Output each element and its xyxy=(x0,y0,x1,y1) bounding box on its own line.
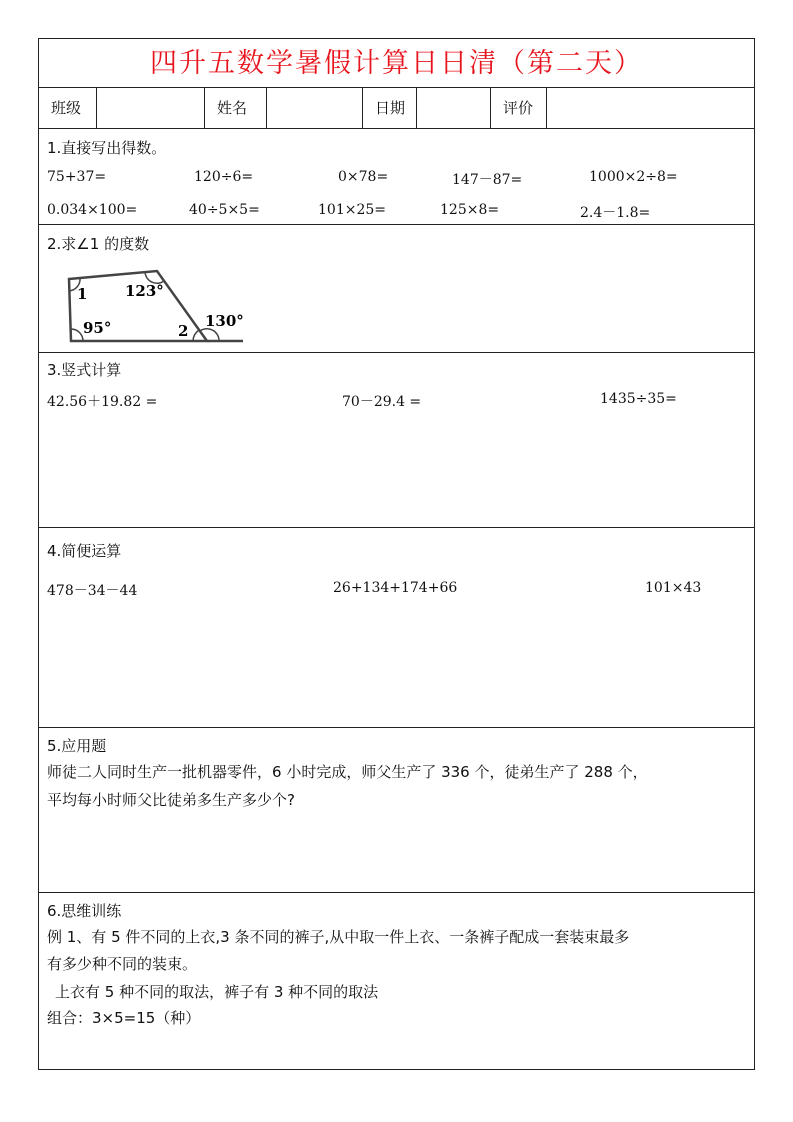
s1-item: 40÷5×5= xyxy=(189,202,260,218)
s6-text-line: 有多少种不同的装束。 xyxy=(47,955,198,973)
angle-arc-95 xyxy=(71,329,83,341)
s1-item: 0×78= xyxy=(338,169,389,185)
section-6 xyxy=(39,893,754,1071)
s6-text-line: 例 1、有 5 件不同的上衣,3 条不同的裤子,从中取一件上衣、一条裤子配成一套装束最多 xyxy=(47,928,630,946)
section-4-heading: 4.简便运算 xyxy=(47,542,122,560)
class-field[interactable] xyxy=(97,88,205,128)
angle-130-label: 130° xyxy=(205,312,244,330)
s6-text-line: 组合：3×5=15（种） xyxy=(47,1009,201,1027)
s5-question-line: 平均每小时师父比徒弟多生产多少个? xyxy=(47,791,295,809)
section-4 xyxy=(39,528,754,728)
section-1-heading: 1.直接写出得数。 xyxy=(47,139,167,157)
s4-item: 478－34－44 xyxy=(47,583,138,599)
s1-item: 75+37= xyxy=(47,169,107,185)
angle-123-label: 123° xyxy=(125,282,164,300)
angle-arc-2 xyxy=(193,330,199,341)
worksheet xyxy=(38,38,755,1070)
s6-text-line: 上衣有 5 种不同的取法，裤子有 3 种不同的取法 xyxy=(55,983,379,1001)
s4-item: 101×43 xyxy=(645,580,702,596)
date-field[interactable] xyxy=(417,88,491,128)
s1-item: 1000×2÷8= xyxy=(589,169,678,185)
page-title: 四升五数学暑假计算日日清（第二天） xyxy=(39,39,754,88)
section-2-heading: 2.求∠1 的度数 xyxy=(47,235,150,253)
section-5-heading: 5.应用题 xyxy=(47,737,107,755)
s1-item: 120÷6= xyxy=(194,169,254,185)
s1-item: 101×25= xyxy=(318,202,386,218)
section-3-heading: 3.竖式计算 xyxy=(47,361,122,379)
name-label: 姓名 xyxy=(205,88,267,128)
class-label: 班级 xyxy=(39,88,97,128)
s3-item: 1435÷35= xyxy=(600,391,677,407)
section-1 xyxy=(39,129,754,225)
eval-label: 评价 xyxy=(491,88,547,128)
section-6-heading: 6.思维训练 xyxy=(47,902,122,920)
s1-item: 147－87= xyxy=(452,172,523,188)
angle-figure xyxy=(57,263,247,345)
name-field[interactable] xyxy=(267,88,363,128)
section-5 xyxy=(39,728,754,893)
section-2 xyxy=(39,225,754,353)
s1-item: 0.034×100= xyxy=(47,202,138,218)
eval-field[interactable] xyxy=(547,88,756,128)
section-3 xyxy=(39,353,754,528)
s4-item: 26+134+174+66 xyxy=(333,580,458,596)
s1-item: 2.4－1.8= xyxy=(580,205,651,221)
s1-item: 125×8= xyxy=(440,202,500,218)
angle-95-label: 95° xyxy=(83,319,112,337)
s5-question-line: 师徒二人同时生产一批机器零件，6 小时完成，师父生产了 336 个，徒弟生产了 288 个， xyxy=(47,763,648,781)
angle-1-label: 1 xyxy=(77,285,88,303)
date-label: 日期 xyxy=(363,88,417,128)
s3-item: 42.56＋19.82 = xyxy=(47,394,158,410)
info-row xyxy=(39,88,754,129)
angle-2-label: 2 xyxy=(178,322,189,340)
s3-item: 70－29.4 = xyxy=(342,394,422,410)
